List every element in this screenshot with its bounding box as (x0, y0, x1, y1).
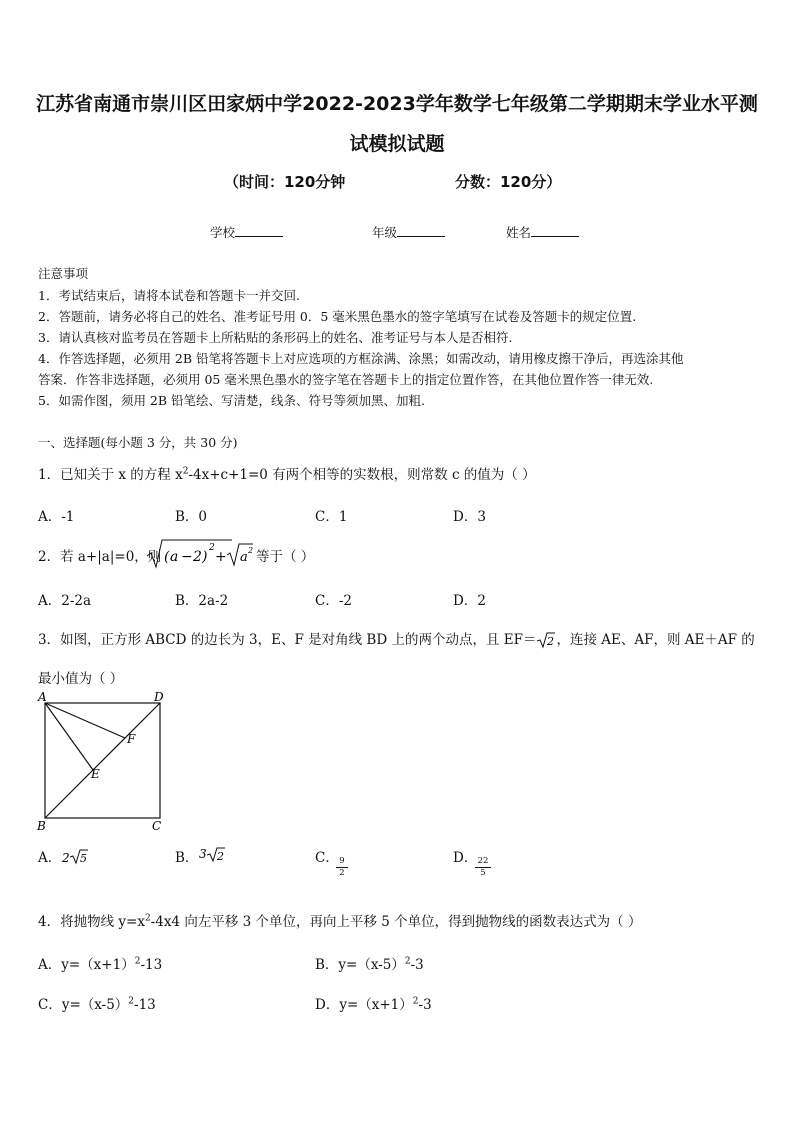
svg-text:a: a (170, 549, 179, 565)
label-d: D (154, 690, 164, 704)
q1-text-pre: 1．已知关于 x 的方程 x (38, 467, 183, 483)
q4-option-d (315, 993, 432, 1013)
label-a: A (38, 690, 47, 704)
q3-option-b-label: B． (175, 850, 199, 866)
q3-option-a (38, 846, 61, 866)
label-e: E (91, 767, 100, 781)
note-item: 答案．作答非选择题，必须用 05 毫米黑色墨水的签字笔在答题卡上的指定位置作答，在其他位置作答一律无效. (38, 372, 654, 387)
svg-text:+: + (215, 549, 227, 565)
q1-option-b: B．0 (175, 509, 208, 525)
q1-sup: 2 (182, 466, 189, 477)
label-b: B (37, 819, 46, 833)
svg-text:3: 3 (199, 847, 207, 861)
q1-text-post: -4x+c+1=0 有两个相等的实数根，则常数 c 的值为（ ） (188, 467, 536, 483)
q3-option-d-label: D． (453, 850, 478, 866)
question-3-line1 (38, 628, 755, 649)
note-item: 2．答题前，请务必将自己的姓名、准考证号用 0．5 毫米黑色墨水的签字笔填写在试卷及答题卡的规定位置. (38, 309, 637, 324)
q4-option-d-pre: D．y=（x+1） (315, 997, 413, 1013)
q4-option-b-pre: B．y=（x-5） (315, 957, 405, 973)
school-blank (235, 224, 283, 237)
q3-option-c-den: 2 (339, 868, 345, 878)
label-f: F (127, 732, 136, 746)
q4-option-a-pre: A．y=（x+1） (38, 957, 135, 973)
q3-option-a-label: A． (38, 850, 62, 866)
q2-option-c: C．-2 (315, 593, 352, 609)
svg-text:2: 2 (248, 546, 254, 555)
grade-blank (397, 224, 445, 237)
label-c: C (152, 819, 162, 833)
note-item: 3．请认真核对监考员在答题卡上所粘贴的条形码上的姓名、准考证号与本人是否相符. (38, 330, 513, 345)
exam-time: （时间：120分钟 (224, 173, 346, 191)
square-abcd-figure (34, 690, 174, 835)
school-label: 学校 (210, 225, 236, 240)
q1-option-c: C．1 (315, 509, 348, 525)
sqrt2-symbol (536, 631, 556, 649)
q4-option-c (38, 993, 156, 1013)
svg-text:a: a (240, 550, 248, 565)
question-1 (38, 463, 536, 483)
q4-option-a-post: -13 (140, 957, 163, 973)
q2-option-d: D．2 (453, 593, 486, 609)
q3-option-a-value (60, 845, 90, 867)
q4-option-c-pre: C．y=（x-5） (38, 997, 129, 1013)
q1-option-d: D．3 (453, 509, 486, 525)
note-item: 1．考试结束后，请将本试卷和答题卡一并交回. (38, 288, 300, 303)
q3-option-d-den: 5 (480, 868, 486, 878)
q4-option-b-sup: 2 (404, 956, 411, 967)
q3-option-b-value (197, 843, 227, 865)
svg-text:(: ( (164, 549, 170, 565)
question-2-pre: 2．若 a+|a|=0，则 (38, 549, 162, 565)
q3-option-d-num: 22 (475, 856, 491, 868)
q3-text-post: ，连接 AE、AF，则 AE＋AF 的 (556, 632, 755, 648)
q2-option-b: B．2a-2 (175, 593, 229, 609)
q4-text-post: -4x4 向左平移 3 个单位，再向上平移 5 个单位，得到抛物线的函数表达式为（ ） (150, 914, 642, 930)
question-2-post: 等于（ ） (256, 549, 315, 565)
q2-radical-expression (145, 536, 255, 572)
svg-text:2: 2 (62, 851, 70, 865)
q3-option-b (175, 846, 198, 866)
question-3-line2: 最小值为（ ） (38, 671, 124, 687)
exam-title-line2: 试模拟试题 (349, 133, 445, 155)
name-field (506, 223, 579, 241)
q3-option-c-num: 9 (336, 856, 348, 868)
school-field (210, 223, 283, 241)
svg-text:2: 2 (547, 635, 555, 648)
q3-option-d-fraction (475, 856, 491, 879)
q3-text-pre: 3．如图，正方形 ABCD 的边长为 3，E、F 是对角线 BD 上的两个动点，且 EF＝ (38, 632, 537, 648)
q2-option-a: A．2-2a (38, 593, 92, 609)
svg-text:): ) (202, 549, 208, 565)
grade-label: 年级 (372, 225, 398, 240)
notes-heading: 注意事项 (38, 266, 89, 281)
name-label: 姓名 (506, 225, 532, 240)
q4-option-b-post: -3 (410, 957, 424, 973)
q4-option-b (315, 953, 424, 973)
grade-field (372, 223, 445, 241)
svg-text:5: 5 (80, 852, 87, 865)
q4-option-a-sup: 2 (134, 956, 141, 967)
exam-title-line1: 江苏省南通市崇川区田家炳中学2022-2023学年数学七年级第二学期期末学业水平测 (36, 93, 758, 115)
q4-option-d-post: -3 (418, 997, 432, 1013)
q4-option-a (38, 953, 162, 973)
question-4 (38, 910, 641, 930)
svg-text:−: − (181, 549, 193, 565)
svg-text:2: 2 (193, 549, 202, 565)
name-blank (531, 224, 579, 237)
note-item: 4．作答选择题，必须用 2B 铅笔将答题卡上对应选项的方框涂满、涂黑；如需改动，请用橡皮擦干净后，再选涂其他 (38, 351, 684, 366)
q4-text-pre: 4．将抛物线 y=x (38, 914, 145, 930)
section-heading: 一、选择题(每小题 3 分，共 30 分) (38, 435, 238, 450)
q4-sup: 2 (144, 913, 151, 924)
q3-option-c-label: C． (315, 850, 339, 866)
q3-option-d (453, 846, 477, 866)
diagonal-bd (45, 703, 160, 818)
q1-option-a: A．-1 (38, 509, 75, 525)
q4-option-c-post: -13 (134, 997, 156, 1013)
q3-option-c-fraction (336, 856, 348, 879)
q4-option-d-sup: 2 (412, 996, 419, 1007)
svg-text:2: 2 (209, 543, 215, 553)
q4-option-c-sup: 2 (128, 996, 135, 1007)
exam-score: 分数：120分） (455, 173, 562, 191)
svg-text:2: 2 (217, 850, 224, 863)
note-item: 5．如需作图，须用 2B 铅笔绘、写清楚，线条、符号等须加黑、加粗. (38, 393, 426, 408)
